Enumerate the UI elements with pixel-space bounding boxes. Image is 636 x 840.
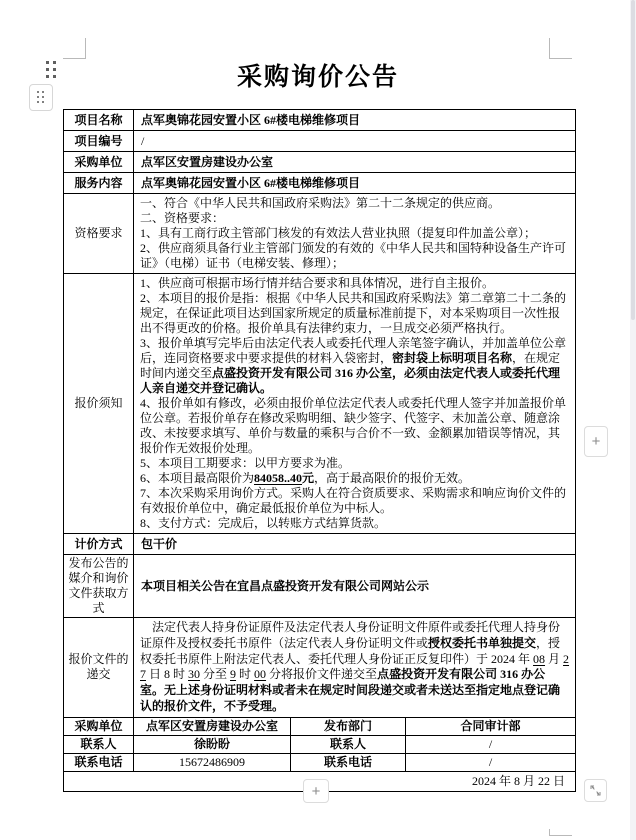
table-row xyxy=(64,110,576,131)
submission-paragraph: 法定代表人持身份证原件及法定代表人身份证明文件原件或委托代理人持身份证原件及授权委托书原件（法定代表人身份证明文件或授权委托书单独提交，授权委托书原件上附法定代表人、委托代理人身份证正反复印件）于 2024 年 08 月 27 日 8 时 30 分至 9 时 00 分将报价文件递交至点盛投资开发有限公司 316 办公室。无上述身份证明材料或者未在规定时间段递交或者未送达至指定地点登记确认的报价文件，不予受理。 xyxy=(140,620,570,713)
plus-icon: + xyxy=(591,433,601,450)
label-submission: 报价文件的递交 xyxy=(64,618,134,718)
table-row xyxy=(64,131,576,152)
value-purchaser: 点军区安置房建设办公室 xyxy=(134,152,576,173)
quote-notice-text xyxy=(134,274,576,534)
notice-paragraph: 2、本项目的报价是指：根据《中华人民共和国政府采购法》第二章第二十二条的规定，在保证此项目达到国家所规定的质量标准前提下，对本采购项目一次性报出不得更改的价格。报价单具有法律约束力，一旦成交必须严格执行。 xyxy=(140,291,567,335)
notice-paragraph: 8、支付方式：完成后，以转账方式结算货款。 xyxy=(140,516,387,530)
table-row xyxy=(64,753,576,771)
value-project-name: 点军奥锦花园安置小区 6#楼电梯维修项目 xyxy=(134,110,576,131)
six-dot-grid-icon xyxy=(37,91,45,104)
table-row xyxy=(64,173,576,194)
label-purchaser: 采购单位 xyxy=(64,152,134,173)
add-column-button[interactable] xyxy=(584,426,608,457)
notice-paragraph: 3、报价单填写完毕后由法定代表人或委托代理人亲笔签字确认，并加盖单位公章后，连同资格要求中要求提供的材料入袋密封，密封袋上标明项目名称，在规定时间内递交至点盛投资开发有限公司 316 办公室，必须由法定代表人或委托代理人亲自递交并登记确认。 xyxy=(140,336,567,395)
value-issuing-dept: 合同审计部 xyxy=(406,717,576,735)
value-contact-unit: 点军区安置房建设办公室 xyxy=(134,717,291,735)
value-contact-person-2: / xyxy=(406,735,576,753)
label-announcement-media: 发布公告的媒介和询价文件获取方式 xyxy=(64,555,134,618)
plus-icon: + xyxy=(311,782,321,800)
value-project-number: / xyxy=(134,131,576,152)
label-quote-notice: 报价须知 xyxy=(64,274,134,534)
value-announcement-media: 本项目相关公告在宜昌点盛投资开发有限公司网站公示 xyxy=(134,555,576,618)
add-row-button[interactable] xyxy=(303,779,329,803)
scrollbar[interactable] xyxy=(630,0,636,840)
submission-text xyxy=(134,618,576,718)
margin-crop-mark-bottom-right xyxy=(549,829,572,836)
table-row xyxy=(64,717,576,735)
margin-crop-mark-top-left xyxy=(63,38,86,59)
qualification-line: 1、具有工商行政主管部门核发的有效法人营业执照（提复印件加盖公章）； xyxy=(140,226,537,240)
label-pricing-method: 计价方式 xyxy=(64,534,134,555)
label-service-content: 服务内容 xyxy=(64,173,134,194)
value-contact-person: 徐盼盼 xyxy=(134,735,291,753)
value-contact-phone-2: / xyxy=(406,753,576,771)
label-contact-unit: 采购单位 xyxy=(64,717,134,735)
label-contact-person-2: 联系人 xyxy=(291,735,406,753)
value-contact-phone: 15672486909 xyxy=(134,753,291,771)
label-contact-phone: 联系电话 xyxy=(64,753,134,771)
value-service-content: 点军奥锦花园安置小区 6#楼电梯维修项目 xyxy=(134,173,576,194)
table-row xyxy=(64,274,576,534)
page-title: 采购询价公告 xyxy=(236,64,399,91)
qualification-text xyxy=(134,194,576,274)
table-row xyxy=(64,735,576,753)
label-qualification: 资格要求 xyxy=(64,194,134,274)
qualification-line: 2、供应商须具备行业主管部门颁发的有效的《中华人民共和国特种设备生产许可证》（电梯）证书（电梯安装、修理）； xyxy=(140,241,567,270)
announcement-table xyxy=(63,109,576,792)
notice-paragraph: 1、供应商可根据市场行情并结合要求和具体情况，进行自主报价。 xyxy=(140,276,495,290)
notice-paragraph: 6、本项目最高限价为84058..40元，高于最高限价的报价无效。 xyxy=(140,471,471,485)
fullscreen-icon xyxy=(590,785,601,796)
table-row xyxy=(64,555,576,618)
label-project-number: 项目编号 xyxy=(64,131,134,152)
margin-crop-mark-top-right xyxy=(549,38,572,59)
label-contact-person: 联系人 xyxy=(64,735,134,753)
fullscreen-button[interactable] xyxy=(584,779,607,802)
scrollbar-thumb[interactable] xyxy=(631,0,635,320)
table-grid-button[interactable] xyxy=(29,84,53,111)
qualification-line: 一、符合《中华人民共和国政府采购法》第二十二条规定的供应商。 xyxy=(140,196,501,210)
notice-paragraph: 4、报价单如有修改，必须由报价单位法定代表人或委托代理人签字并加盖报价单位公章。若报价单存在修改采购明细、缺少签字、代签字、未加盖公章、随意涂改、未按要求填写、单价与数量的乘积与合价不一致、金额累加错误等情况，其报价作无效报价处理。 xyxy=(140,396,567,455)
table-row xyxy=(64,618,576,718)
notice-paragraph: 5、本项目工期要求：以甲方要求为准。 xyxy=(140,456,351,470)
notice-paragraph: 7、本次采购采用询价方式。采购人在符合资质要求、采购需求和响应询价文件的有效报价单位中，确定最低报价单位为中标人。 xyxy=(140,486,567,515)
drag-handle-icon[interactable] xyxy=(46,61,57,79)
value-pricing-method: 包干价 xyxy=(134,534,576,555)
announcement-date: 2024 年 8 月 22 日 xyxy=(64,771,576,791)
table-row xyxy=(64,194,576,274)
label-contact-phone-2: 联系电话 xyxy=(291,753,406,771)
label-issuing-dept: 发布部门 xyxy=(291,717,406,735)
table-row xyxy=(64,534,576,555)
label-project-name: 项目名称 xyxy=(64,110,134,131)
table-row xyxy=(64,152,576,173)
qualification-line: 二、资格要求： xyxy=(140,211,225,225)
